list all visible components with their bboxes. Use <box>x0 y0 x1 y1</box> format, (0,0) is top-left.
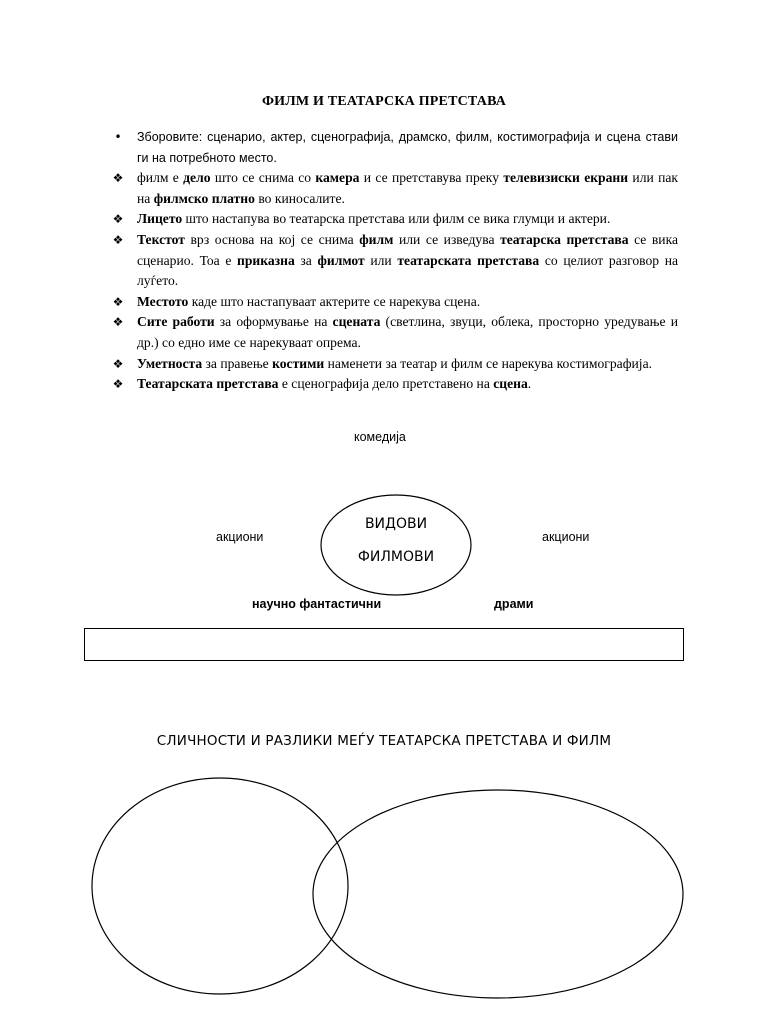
bullet-text: се вика сценарио. Тоа е <box>137 231 679 268</box>
film-types-ellipse <box>318 492 476 600</box>
diamond-bullet-icon: ❖ <box>112 171 124 186</box>
bullet-item <box>108 168 678 209</box>
bold-term: Театарската претстава <box>137 376 279 392</box>
venn-heading: СЛИЧНОСТИ И РАЗЛИКИ МЕЃУ ТЕАТАРСКА ПРЕТСТАВА И ФИЛМ <box>156 733 612 749</box>
bold-term: Уметноста <box>137 355 203 371</box>
bullet-text: филм е <box>137 170 184 186</box>
bullet-text: . <box>527 376 532 392</box>
bullet-text: за правење <box>202 355 273 371</box>
bullet-item <box>108 292 678 313</box>
bullet-text: каде што настапуваат актерите се нарекува сцена. <box>188 293 481 309</box>
bold-term: театарска претстава <box>500 231 629 247</box>
bold-term: Местото <box>137 293 189 309</box>
diamond-bullet-icon: ❖ <box>112 356 124 371</box>
bold-term: телевизиски екрани <box>503 170 629 186</box>
diamond-bullet-icon: ❖ <box>112 315 124 330</box>
label-science-fiction: научно фантастични <box>252 597 382 611</box>
bullet-text: за <box>294 252 318 268</box>
venn-diagram <box>86 776 686 1006</box>
bullet-item <box>108 209 678 230</box>
bold-term: костими <box>272 355 325 371</box>
bullet-text: за оформување на <box>214 314 333 330</box>
bold-term: филм <box>359 231 394 247</box>
bullet-text: и се претставува преку <box>359 170 504 186</box>
label-drama: драми <box>494 597 534 611</box>
venn-circle-film <box>313 790 683 998</box>
bullet-list <box>108 127 678 395</box>
bold-term: Лицето <box>137 211 183 227</box>
bold-term: театарската претстава <box>397 252 540 268</box>
bullet-text: е сценографија дело претставено на <box>278 376 494 392</box>
diamond-bullet-icon: ❖ <box>112 212 124 227</box>
label-action-left: акциони <box>216 530 264 544</box>
bullet-text: што настапува во театарска претстава или филм се вика глумци и актери. <box>182 211 611 227</box>
bold-term: камера <box>315 170 360 186</box>
bold-term: приказна <box>237 252 295 268</box>
label-comedy: комедија <box>354 430 406 444</box>
diamond-bullet-icon: ❖ <box>112 377 124 392</box>
bold-term: Текстот <box>137 231 185 247</box>
bullet-text: со целиот разговор на луѓето. <box>137 252 679 289</box>
bullet-text: (светлина, звуци, облека, просторно уредување и др.) со едно име се нарекуваат опрема. <box>137 314 678 350</box>
bullet-item <box>108 374 678 395</box>
bullet-dot-icon: • <box>114 130 122 144</box>
bullet-item <box>108 312 678 353</box>
bullet-text: во киносалите. <box>254 190 345 206</box>
ellipse-text-films: ФИЛМОВИ <box>357 549 435 565</box>
answer-box[interactable] <box>84 628 684 661</box>
bold-term: филмско платно <box>153 190 255 206</box>
bold-term: дело <box>183 170 211 186</box>
ellipse-text-types: ВИДОВИ <box>364 516 428 532</box>
diamond-bullet-icon: ❖ <box>112 294 124 309</box>
bullet-text: или пак на <box>137 170 678 206</box>
bullet-text: врз основа на кој се снима <box>184 231 360 247</box>
bullet-item <box>108 127 678 168</box>
label-action-right: акциони <box>542 530 590 544</box>
bullet-text: или <box>364 252 398 268</box>
bold-term: Сите работи <box>137 314 215 330</box>
bold-term: сцена <box>493 376 528 392</box>
diamond-bullet-icon: ❖ <box>112 232 124 247</box>
bullet-text: или се изведува <box>393 231 501 247</box>
bold-term: сцената <box>332 314 381 330</box>
bullet-item <box>108 354 678 375</box>
bullet-item <box>108 230 678 292</box>
bullet-text: Зборовите: сценарио, актер, сценографија, драмско, филм, костимографија и сцена стави ги на потребното место. <box>137 130 678 165</box>
bold-term: филмот <box>317 252 365 268</box>
bullet-text: што се снима со <box>210 170 316 186</box>
document-title: ФИЛМ И ТЕАТАРСКА ПРЕТСТАВА <box>261 94 507 109</box>
bullet-text: наменети за театар и филм се нарекува костимографија. <box>324 355 652 371</box>
venn-circle-theatre <box>92 778 348 994</box>
